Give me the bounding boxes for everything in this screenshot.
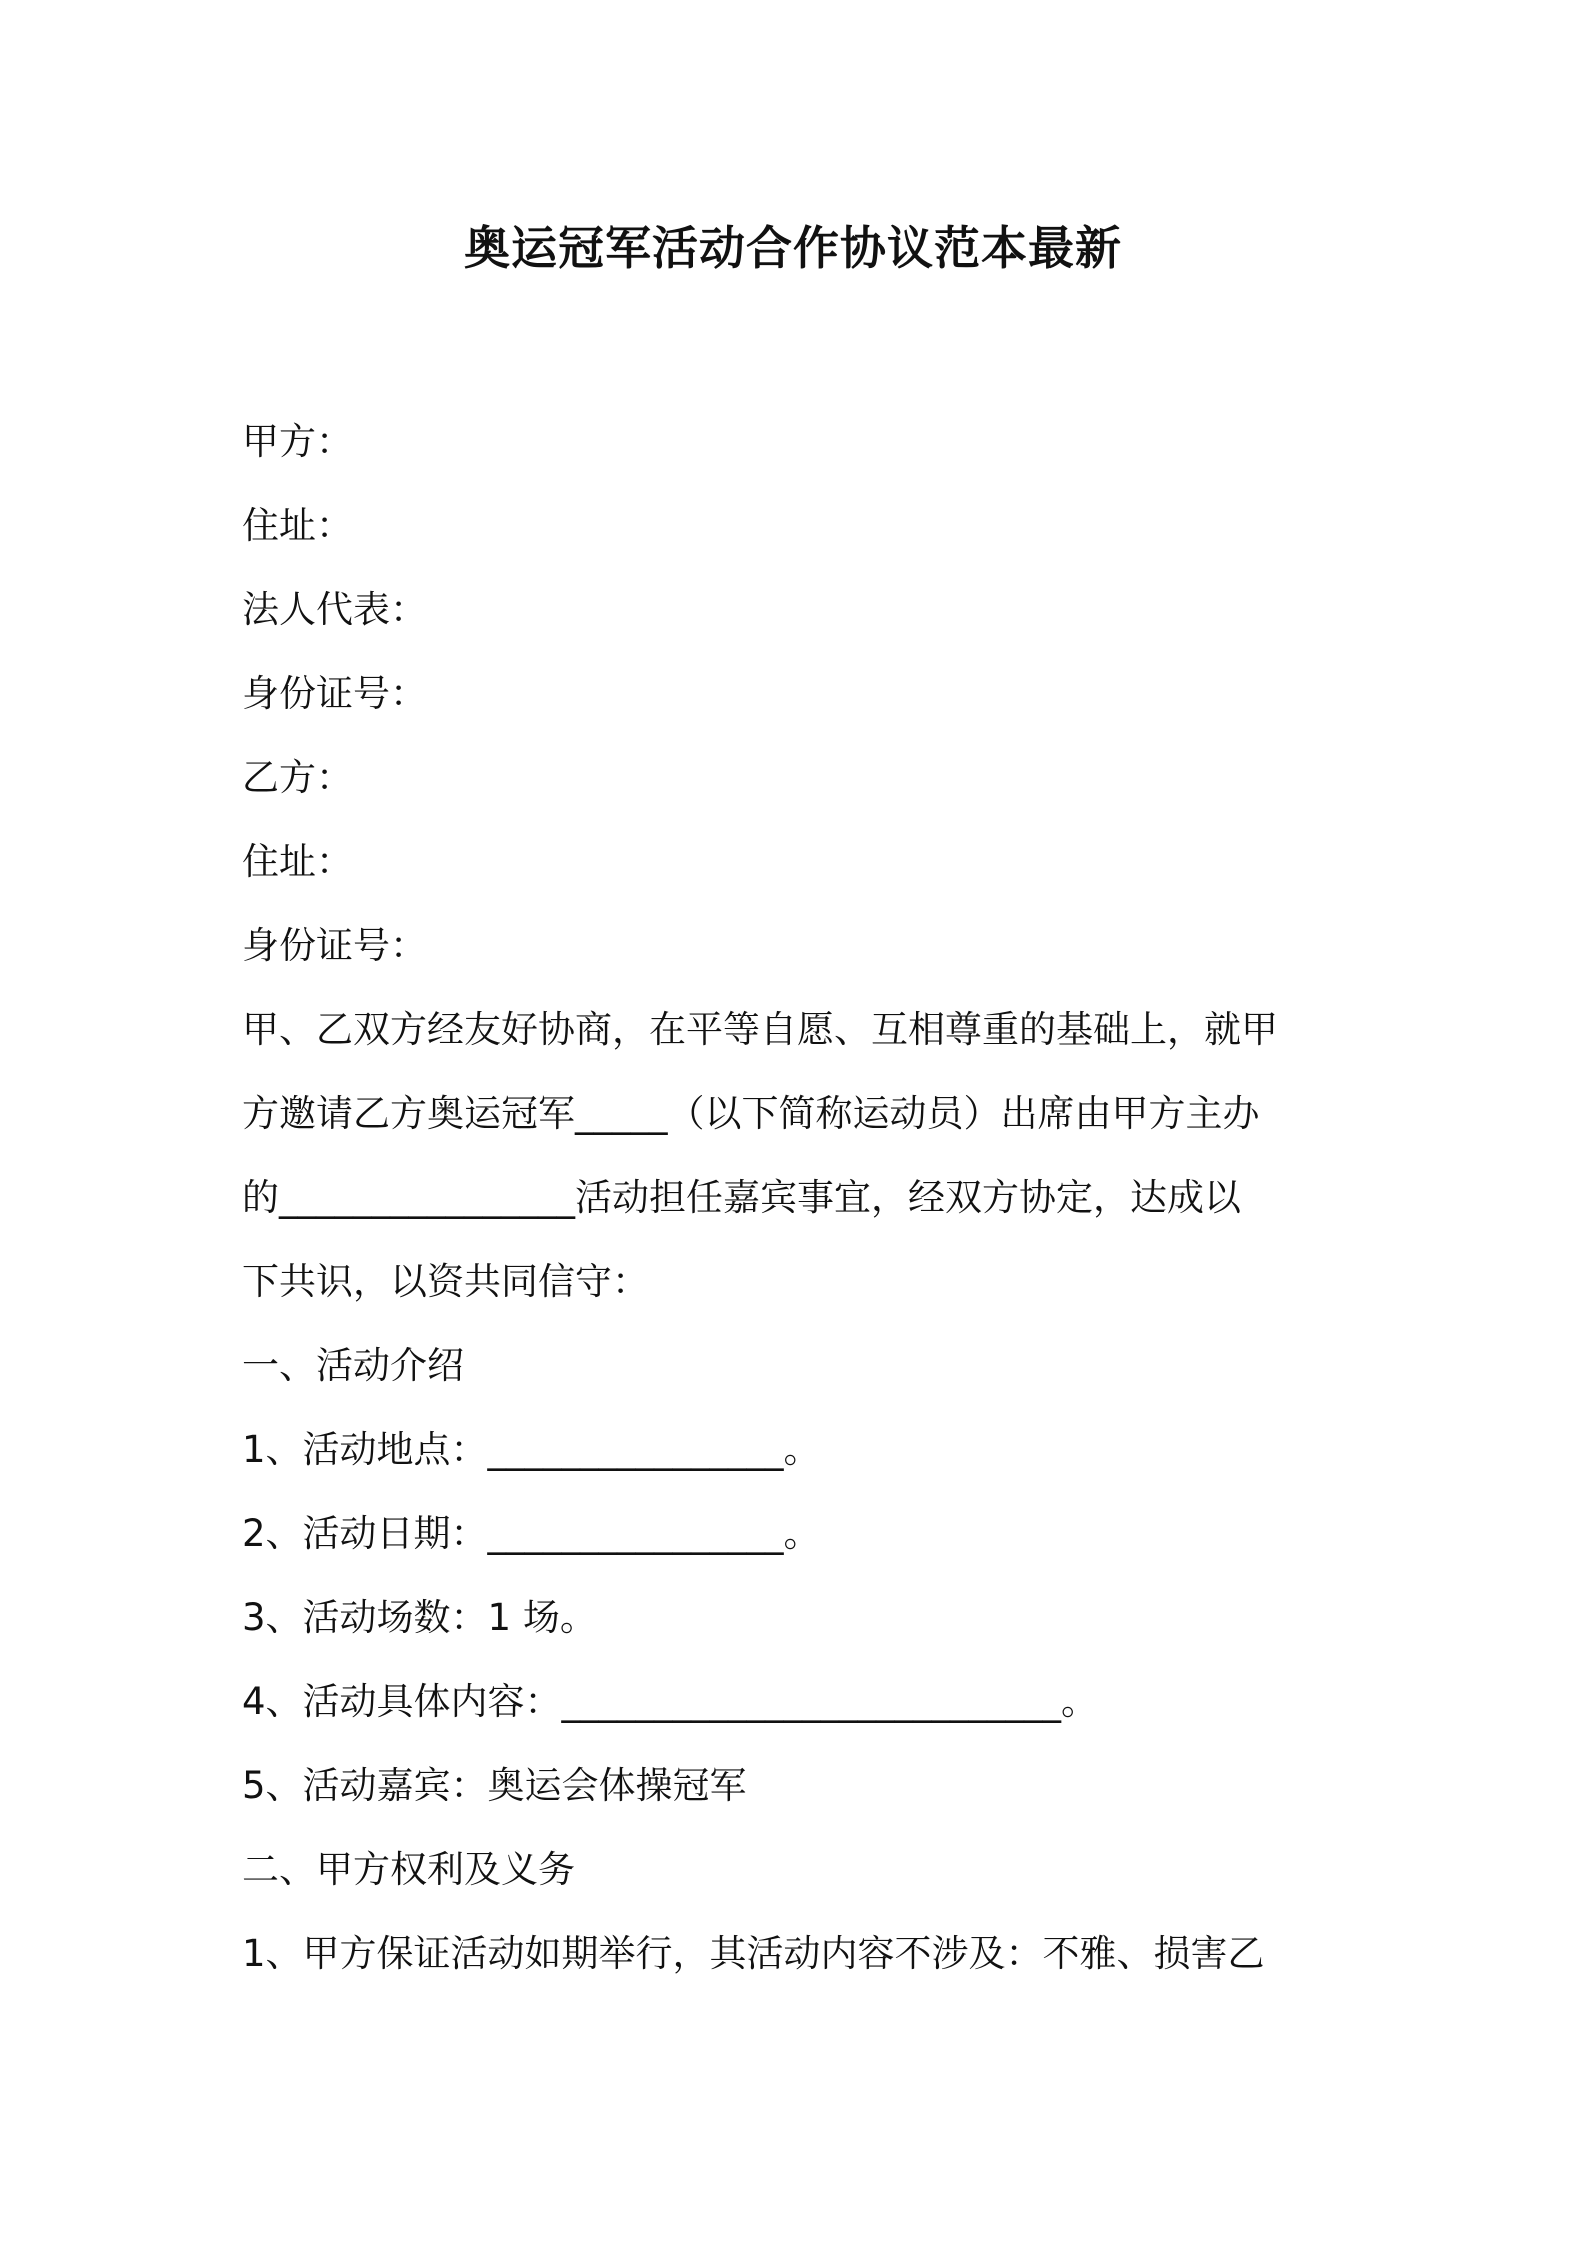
preamble-line-3: 的________________活动担任嘉宾事宜，经双方协定，达成以	[242, 1176, 1241, 1219]
clause-activity-guest: 5、活动嘉宾：奥运会体操冠军	[242, 1764, 747, 1807]
section-heading-party-a-rights: 二、甲方权利及义务	[242, 1848, 575, 1891]
clause-activity-content: 4、活动具体内容：___________________________。	[242, 1680, 1099, 1723]
party-b-label: 乙方：	[242, 756, 353, 799]
party-a-id-number-label: 身份证号：	[242, 672, 427, 715]
section-heading-activity-intro: 一、活动介绍	[242, 1344, 464, 1387]
legal-representative-label: 法人代表：	[242, 588, 427, 631]
clause-activity-location: 1、活动地点：________________。	[242, 1428, 821, 1471]
document-title: 奥运冠军活动合作协议范本最新	[464, 221, 1122, 275]
document-body	[242, 400, 1357, 1996]
preamble-line-1: 甲、乙双方经友好协商，在平等自愿、互相尊重的基础上，就甲	[242, 1008, 1278, 1051]
party-a-address-label: 住址：	[242, 504, 353, 547]
party-a-label: 甲方：	[242, 420, 353, 463]
party-b-address-label: 住址：	[242, 840, 353, 883]
party-b-id-number-label: 身份证号：	[242, 924, 427, 967]
clause-activity-sessions: 3、活动场数：1 场。	[242, 1596, 597, 1639]
preamble-line-4: 下共识，以资共同信守：	[242, 1260, 649, 1303]
clause-party-a-guarantee: 1、甲方保证活动如期举行，其活动内容不涉及：不雅、损害乙	[242, 1932, 1265, 1975]
clause-activity-date: 2、活动日期：________________。	[242, 1512, 821, 1555]
preamble-line-2: 方邀请乙方奥运冠军_____（以下简称运动员）出席由甲方主办	[242, 1092, 1260, 1135]
